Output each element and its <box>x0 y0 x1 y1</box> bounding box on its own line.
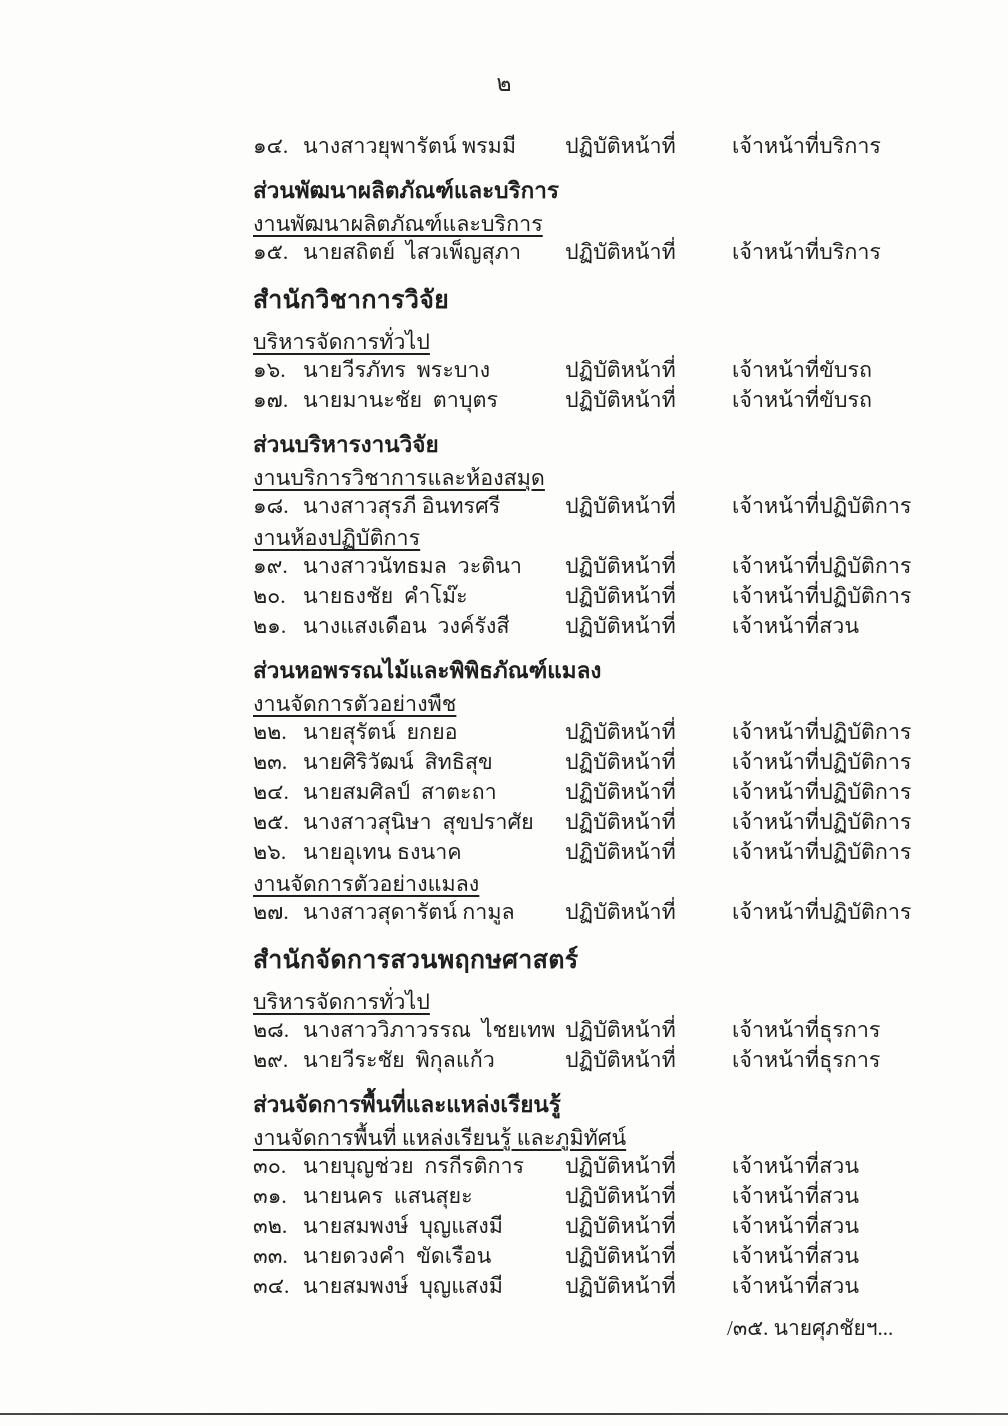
staff-number: ๓๔. <box>253 1274 290 1298</box>
unit-heading: งานพัฒนาผลิตภัณฑ์และบริการ <box>253 212 543 236</box>
unit-heading: งานห้องปฏิบัติการ <box>253 526 421 550</box>
staff-name: นายวีระชัย พิกุลแก้ว <box>303 1048 495 1072</box>
staff-number: ๒๒. <box>253 720 287 744</box>
position-label: เจ้าหน้าที่ขับรถ <box>732 388 873 412</box>
unit-heading: บริหารจัดการทั่วไป <box>253 990 430 1014</box>
position-label: เจ้าหน้าที่ธุรการ <box>732 1018 881 1042</box>
staff-number: ๑๕. <box>253 240 289 264</box>
duty-label: ปฏิบัติหน้าที่ <box>565 1154 676 1178</box>
staff-number: ๒๗. <box>253 900 289 924</box>
duty-label: ปฏิบัติหน้าที่ <box>565 840 676 864</box>
duty-label: ปฏิบัติหน้าที่ <box>565 614 676 638</box>
duty-label: ปฏิบัติหน้าที่ <box>565 720 676 744</box>
staff-row <box>253 1241 913 1271</box>
position-label: เจ้าหน้าที่ปฏิบัติการ <box>732 840 912 864</box>
unit-heading: งานจัดการตัวอย่างพืช <box>253 692 457 716</box>
staff-row <box>253 1015 913 1045</box>
staff-row <box>253 131 913 161</box>
staff-row <box>253 897 913 927</box>
position-label: เจ้าหน้าที่ปฏิบัติการ <box>732 494 912 518</box>
staff-name: นายสุรัตน์ ยกยอ <box>303 720 458 744</box>
position-label: เจ้าหน้าที่สวน <box>732 1154 860 1178</box>
staff-number: ๒๙. <box>253 1048 289 1072</box>
staff-number: ๑๘. <box>253 494 289 518</box>
staff-name: นายศิริวัฒน์ สิทธิสุข <box>303 750 493 774</box>
staff-row <box>253 807 913 837</box>
continuation-note: /๓๕. นายศุภชัยฯ... <box>727 1316 894 1340</box>
position-label: เจ้าหน้าที่ปฏิบัติการ <box>732 780 912 804</box>
staff-number: ๑๔. <box>253 134 289 158</box>
position-label: เจ้าหน้าที่ปฏิบัติการ <box>732 554 912 578</box>
unit-heading: งานจัดการตัวอย่างแมลง <box>253 872 480 896</box>
document-content <box>253 131 913 1301</box>
staff-number: ๒๖. <box>253 840 287 864</box>
staff-name: นายสมศิลป์ สาตะถา <box>303 780 497 804</box>
staff-name: นางสาววิภาวรรณ ไชยเทพ <box>303 1018 556 1042</box>
division-heading: ส่วนบริหารงานวิจัย <box>253 432 439 457</box>
staff-number: ๓๒. <box>253 1214 288 1238</box>
position-label: เจ้าหน้าที่สวน <box>732 614 860 638</box>
duty-label: ปฏิบัติหน้าที่ <box>565 494 676 518</box>
duty-label: ปฏิบัติหน้าที่ <box>565 900 676 924</box>
staff-name: นายดวงคำ ขัดเรือน <box>303 1244 492 1268</box>
position-label: เจ้าหน้าที่ปฏิบัติการ <box>732 810 912 834</box>
staff-number: ๒๔. <box>253 780 289 804</box>
division-heading: ส่วนจัดการพื้นที่และแหล่งเรียนรู้ <box>253 1092 561 1117</box>
staff-number: ๑๖. <box>253 358 286 382</box>
duty-label: ปฏิบัติหน้าที่ <box>565 750 676 774</box>
unit-heading: งานจัดการพื้นที่ แหล่งเรียนรู้ และภูมิทัศน์ <box>253 1126 627 1150</box>
duty-label: ปฏิบัติหน้าที่ <box>565 1184 676 1208</box>
staff-row <box>253 581 913 611</box>
position-label: เจ้าหน้าที่สวน <box>732 1244 860 1268</box>
staff-row <box>253 355 913 385</box>
staff-row <box>253 1271 913 1301</box>
position-label: เจ้าหน้าที่ปฏิบัติการ <box>732 584 912 608</box>
staff-number: ๑๗. <box>253 388 289 412</box>
staff-row <box>253 1181 913 1211</box>
staff-number: ๑๙. <box>253 554 288 578</box>
staff-name: นายมานะชัย ตาบุตร <box>303 388 498 412</box>
staff-row <box>253 611 913 641</box>
staff-name: นายวีรภัทร พระบาง <box>303 358 491 382</box>
duty-label: ปฏิบัติหน้าที่ <box>565 358 676 382</box>
staff-name: นายบุญช่วย กรกีรติการ <box>303 1154 525 1178</box>
staff-number: ๓๓. <box>253 1244 288 1268</box>
staff-name: นางสาวสุนิษา สุขปราศัย <box>303 810 534 834</box>
staff-number: ๒๕. <box>253 810 289 834</box>
staff-name: นายสถิตย์ ไสวเพ็ญสุภา <box>303 240 522 264</box>
duty-label: ปฏิบัติหน้าที่ <box>565 1048 676 1072</box>
staff-number: ๒๓. <box>253 750 288 774</box>
unit-heading: งานบริการวิชาการและห้องสมุด <box>253 466 545 490</box>
position-label: เจ้าหน้าที่สวน <box>732 1274 860 1298</box>
page-number: ๒ <box>496 71 512 96</box>
division-heading: ส่วนพัฒนาผลิตภัณฑ์และบริการ <box>253 178 559 203</box>
staff-name: นางแสงเดือน วงค์รังสี <box>303 614 510 638</box>
staff-row <box>253 1211 913 1241</box>
position-label: เจ้าหน้าที่บริการ <box>732 240 881 264</box>
staff-row <box>253 1045 913 1075</box>
duty-label: ปฏิบัติหน้าที่ <box>565 810 676 834</box>
duty-label: ปฏิบัติหน้าที่ <box>565 1214 676 1238</box>
staff-row <box>253 717 913 747</box>
staff-number: ๓๐. <box>253 1154 287 1178</box>
staff-row <box>253 551 913 581</box>
position-label: เจ้าหน้าที่บริการ <box>732 134 881 158</box>
position-label: เจ้าหน้าที่ปฏิบัติการ <box>732 750 912 774</box>
staff-name: นายสมพงษ์ บุญแสงมี <box>303 1274 503 1298</box>
staff-row <box>253 1151 913 1181</box>
position-label: เจ้าหน้าที่สวน <box>732 1214 860 1238</box>
staff-name: นางสาวนัทธมล วะตินา <box>303 554 522 578</box>
duty-label: ปฏิบัติหน้าที่ <box>565 554 676 578</box>
staff-row <box>253 837 913 867</box>
unit-heading: บริหารจัดการทั่วไป <box>253 330 430 354</box>
staff-name: นายธงชัย คำโม๊ะ <box>303 584 468 608</box>
staff-number: ๒๑. <box>253 614 287 638</box>
staff-row <box>253 777 913 807</box>
staff-number: ๓๑. <box>253 1184 287 1208</box>
duty-label: ปฏิบัติหน้าที่ <box>565 240 676 264</box>
staff-row <box>253 491 913 521</box>
division-heading: ส่วนหอพรรณไม้และพิพิธภัณฑ์แมลง <box>253 658 602 683</box>
staff-row <box>253 385 913 415</box>
duty-label: ปฏิบัติหน้าที่ <box>565 388 676 412</box>
staff-name: นางสาวสุดารัตน์ กามูล <box>303 900 515 924</box>
bureau-heading: สำนักจัดการสวนพฤกษศาสตร์ <box>253 947 579 974</box>
position-label: เจ้าหน้าที่ปฏิบัติการ <box>732 900 912 924</box>
scan-edge-line <box>0 1413 1008 1415</box>
duty-label: ปฏิบัติหน้าที่ <box>565 1244 676 1268</box>
duty-label: ปฏิบัติหน้าที่ <box>565 780 676 804</box>
duty-label: ปฏิบัติหน้าที่ <box>565 584 676 608</box>
staff-name: นายสมพงษ์ บุญแสงมี <box>303 1214 503 1238</box>
staff-row <box>253 237 913 267</box>
duty-label: ปฏิบัติหน้าที่ <box>565 1018 676 1042</box>
staff-row <box>253 747 913 777</box>
position-label: เจ้าหน้าที่ปฏิบัติการ <box>732 720 912 744</box>
position-label: เจ้าหน้าที่ธุรการ <box>732 1048 881 1072</box>
staff-name: นายอุเทน ธงนาค <box>303 840 462 864</box>
bureau-heading: สำนักวิชาการวิจัย <box>253 287 450 314</box>
staff-number: ๒๐. <box>253 584 286 608</box>
staff-name: นายนคร แสนสุยะ <box>303 1184 473 1208</box>
position-label: เจ้าหน้าที่ขับรถ <box>732 358 873 382</box>
duty-label: ปฏิบัติหน้าที่ <box>565 1274 676 1298</box>
staff-name: นางสาวสุรภี อินทรศรี <box>303 494 501 518</box>
staff-name: นางสาวยุพารัตน์ พรมมี <box>303 134 517 158</box>
duty-label: ปฏิบัติหน้าที่ <box>565 134 676 158</box>
staff-number: ๒๘. <box>253 1018 290 1042</box>
position-label: เจ้าหน้าที่สวน <box>732 1184 860 1208</box>
